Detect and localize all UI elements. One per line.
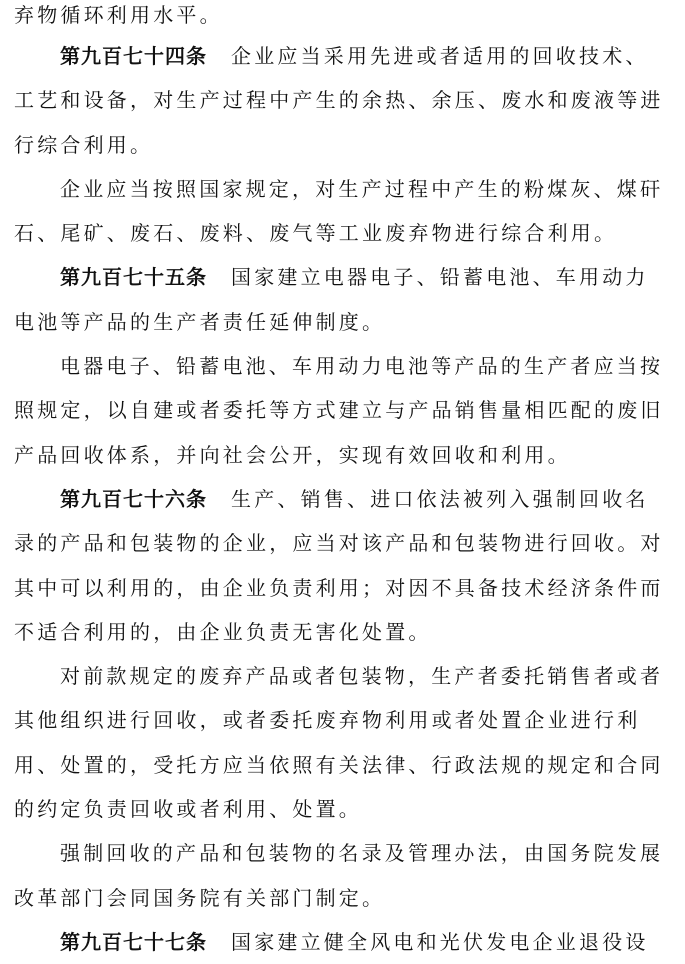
text-line [14, 743, 674, 787]
text-line [14, 0, 674, 34]
text-line [14, 300, 674, 344]
line-text: 不适合利用的，由企业负责无害化处置。 [14, 619, 432, 644]
line-text: 国家建立健全风电和光伏发电企业退役设 [231, 929, 649, 954]
text-line [14, 698, 674, 742]
text-line [14, 388, 674, 432]
line-text: 工艺和设备，对生产过程中产生的余热、余压、废水和废液等进 [14, 88, 664, 113]
article-number: 第九百七十四条 [60, 44, 207, 68]
document-page [14, 0, 674, 964]
line-text: 电器电子、铅蓄电池、车用动力电池等产品的生产者应当按 [60, 354, 664, 379]
paragraph-first-line [14, 831, 674, 875]
line-text: 石、尾矿、废石、废料、废气等工业废弃物进行综合利用。 [14, 221, 618, 246]
line-text: 生产、销售、进口依法被列入强制回收名 [231, 486, 649, 511]
article-number: 第九百七十五条 [60, 265, 207, 290]
line-text: 强制回收的产品和包装物的名录及管理办法，由国务院发展 [60, 841, 664, 866]
article-heading-line [14, 920, 674, 964]
line-text: 改革部门会同国务院有关部门制定。 [14, 885, 386, 910]
line-text: 产品回收体系，并向社会公开，实现有效回收和利用。 [14, 442, 571, 467]
article-number: 第九百七十七条 [60, 929, 207, 954]
text-line [14, 787, 674, 831]
article-heading-line [14, 477, 674, 521]
text-line [14, 211, 674, 255]
text-line [14, 566, 674, 610]
article-heading-line [14, 34, 674, 78]
line-text: 其他组织进行回收，或者委托废弃物利用或者处置企业进行利 [14, 708, 641, 733]
line-text: 企业应当采用先进或者适用的回收技术、 [231, 44, 649, 68]
article-heading-line [14, 255, 674, 299]
text-line [14, 610, 674, 654]
paragraph-first-line [14, 344, 674, 388]
text-line [14, 521, 674, 565]
line-text: 对前款规定的废弃产品或者包装物，生产者委托销售者或者 [60, 664, 664, 689]
line-text: 录的产品和包装物的企业，应当对该产品和包装物进行回收。对 [14, 531, 664, 556]
line-text: 国家建立电器电子、铅蓄电池、车用动力 [231, 265, 649, 290]
line-text: 电池等产品的生产者责任延伸制度。 [14, 309, 386, 334]
text-line [14, 78, 674, 122]
line-text: 的约定负责回收或者利用、处置。 [14, 797, 362, 822]
text-line [14, 876, 674, 920]
line-text: 照规定，以自建或者委托等方式建立与产品销售量相匹配的废旧 [14, 398, 664, 423]
line-text: 企业应当按照国家规定，对生产过程中产生的粉煤灰、煤矸 [60, 176, 664, 201]
article-number: 第九百七十六条 [60, 486, 207, 511]
text-line [14, 123, 674, 167]
line-text: 行综合利用。 [14, 132, 154, 157]
paragraph-first-line [14, 167, 674, 211]
line-text: 用、处置的，受托方应当依照有关法律、行政法规的规定和合同 [14, 752, 664, 777]
line-text: 弃物循环利用水平。 [14, 3, 223, 27]
paragraph-first-line [14, 654, 674, 698]
text-line [14, 433, 674, 477]
line-text: 其中可以利用的，由企业负责利用；对因不具备技术经济条件而 [14, 575, 664, 600]
